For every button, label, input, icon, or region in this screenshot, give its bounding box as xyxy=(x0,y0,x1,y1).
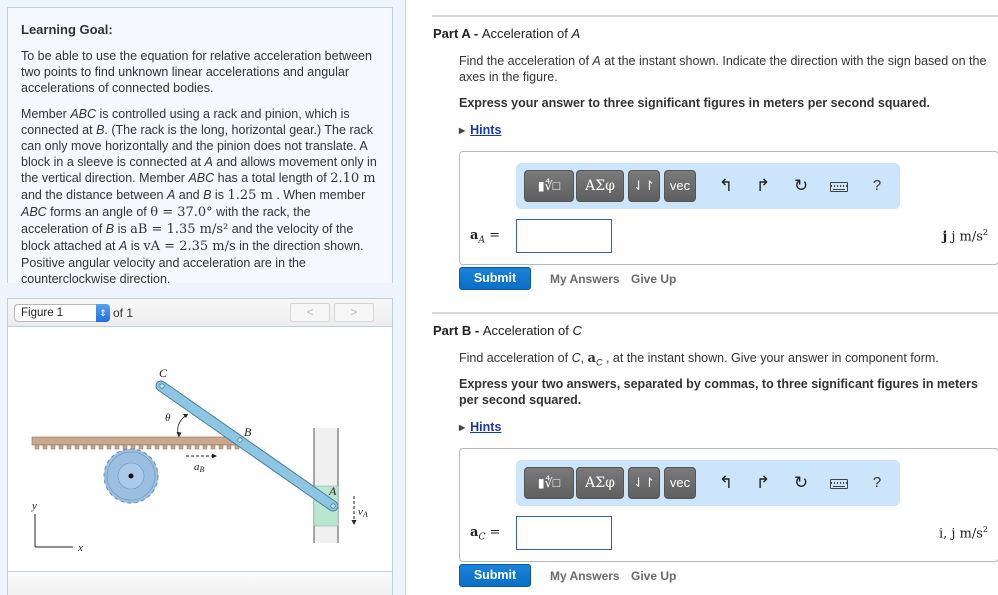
keyboard-icon[interactable] xyxy=(828,174,850,198)
greek-symbols-button[interactable] xyxy=(576,467,624,499)
part-a-my-answers-link[interactable]: My Answers xyxy=(550,272,620,286)
rack xyxy=(32,437,244,449)
part-b-question: Find acceleration of C, $a_C$ , at the instant shown. Give your answer in component form. xyxy=(459,351,939,368)
templates-button[interactable] xyxy=(524,467,574,499)
svg-text:A: A xyxy=(329,484,337,498)
next-figure-button[interactable]: > xyxy=(334,303,374,322)
xy-axes xyxy=(35,514,73,547)
total-length-value: 2.10 m xyxy=(330,171,376,186)
left-panel xyxy=(0,0,406,595)
theta-value: θ = 37.0° xyxy=(150,205,213,220)
part-a-question: Find the acceleration of A at the instant shown. Indicate the direction with the sign based on the axes in the figure. xyxy=(459,54,987,84)
prev-figure-button[interactable]: < xyxy=(290,303,330,322)
part-b-instruction: Express your two answers, separated by commas, to three significant figures in meters per second squared. xyxy=(459,377,978,407)
vector-button[interactable]: vec xyxy=(664,467,696,499)
va-velocity-value: vA = 2.35 m/s xyxy=(143,239,236,254)
part-a-answer-input[interactable] xyxy=(516,219,612,253)
part-b-units: i, j $m/s^2$ xyxy=(938,525,988,542)
greek-icon: ΑΣφ xyxy=(585,178,615,194)
templates-button[interactable] xyxy=(524,170,574,202)
part-a-instruction: Express your answer to three significant figures in meters per second squared. xyxy=(459,96,930,110)
learning-goal-box xyxy=(7,7,393,286)
part-a-title: Part A - Acceleration of A xyxy=(433,26,581,41)
svg-text:θ: θ xyxy=(165,412,171,424)
templates-icon: ▮∜□ xyxy=(537,476,561,490)
figure-count: of 1 xyxy=(113,306,134,320)
updown-arrows-icon: ⇃↾ xyxy=(633,475,655,490)
svg-text:x: x xyxy=(78,542,83,554)
part-a-give-up-link[interactable]: Give Up xyxy=(631,272,677,286)
svg-text:y: y xyxy=(32,500,37,512)
part-b-answer-input[interactable] xyxy=(516,516,612,550)
greek-symbols-button[interactable] xyxy=(576,170,624,202)
question-panel xyxy=(407,0,998,595)
part-a-answer-box xyxy=(459,151,998,265)
part-b-submit-button[interactable]: Submit xyxy=(459,564,531,587)
part-b-divider xyxy=(432,312,998,314)
figure-panel xyxy=(7,298,393,595)
redo-icon[interactable]: ↱ xyxy=(755,473,771,492)
redo-icon[interactable]: ↱ xyxy=(755,176,771,195)
math-toolbar xyxy=(516,460,900,506)
arrows-button[interactable] xyxy=(628,170,660,202)
member-abc xyxy=(160,384,335,508)
disclosure-triangle-icon: ▶ xyxy=(459,423,466,432)
svg-text:aB: aB xyxy=(194,461,205,474)
ab-length-value: 1.25 m xyxy=(227,188,273,203)
part-b-answer-label: $a_C$ = xyxy=(470,525,501,543)
part-a-submit-button[interactable]: Submit xyxy=(459,267,531,290)
greek-icon: ΑΣφ xyxy=(585,475,615,491)
problem-statement: Member ABC is controlled using a rack and pinion, which is connected at B. (The rack is the long, horizontal gear.) The rack can only move horizontally and the pinion does not translate. A block in a sleeve is connected at A and allows movement only in the vertical direction. Member ABC has a total length of 2.10 m and the distance between A and B is 1.25 m . When member ABC forms an angle of θ = 37.0° with the rack, the acceleration of B is aB = 1.35 m/s² and the velocity of the block attached at A is vA = 2.35 m/s in the direction shown. Positive angular velocity and acceleration are in the counterclockwise direction. xyxy=(21,107,377,286)
learning-goal-title: Learning Goal: xyxy=(21,22,113,37)
part-b-give-up-link[interactable]: Give Up xyxy=(631,569,677,583)
undo-icon[interactable]: ↰ xyxy=(718,176,734,195)
part-b-my-answers-link[interactable]: My Answers xyxy=(550,569,620,583)
keyboard-icon[interactable] xyxy=(828,471,850,495)
updown-arrows-icon: ⇃↾ xyxy=(633,178,655,193)
reset-icon[interactable]: ↻ xyxy=(793,473,809,492)
math-toolbar xyxy=(516,163,900,209)
va-arrow xyxy=(352,496,357,525)
part-a-divider xyxy=(432,15,998,17)
part-b-hints-link[interactable]: ▶ Hints xyxy=(459,420,502,434)
templates-icon: ▮∜□ xyxy=(537,179,561,193)
svg-text:C: C xyxy=(159,366,168,380)
disclosure-triangle-icon: ▶ xyxy=(459,126,466,135)
part-b-answer-box xyxy=(459,448,998,562)
undo-icon[interactable]: ↰ xyxy=(718,473,734,492)
part-a-hints-link[interactable]: ▶ Hints xyxy=(459,123,502,137)
figure-toolbar xyxy=(8,299,392,327)
figure-select[interactable]: Figure 1 ⇕ xyxy=(14,304,110,322)
pinion-gear xyxy=(104,449,158,503)
arrows-button[interactable] xyxy=(628,467,660,499)
vector-button[interactable]: vec xyxy=(664,170,696,202)
part-a-answer-label: $a_A$ = xyxy=(470,228,500,246)
figure-footer xyxy=(8,571,392,595)
svg-text:B: B xyxy=(244,425,252,439)
ab-accel-value: aB = 1.35 m/s² xyxy=(130,222,229,237)
help-icon[interactable]: ? xyxy=(872,177,882,194)
learning-goal-text: To be able to use the equation for relative acceleration between two points to find unknown linear accelerations and angular accelerations of connected bodies. xyxy=(21,49,372,95)
part-a-units: j j $m/s^2$ xyxy=(942,228,988,245)
figure-diagram xyxy=(8,328,392,572)
part-b-title: Part B - Acceleration of C xyxy=(433,323,582,338)
help-icon[interactable]: ? xyxy=(872,474,882,491)
select-spinner-icon: ⇕ xyxy=(96,304,110,322)
svg-text:vA: vA xyxy=(358,506,368,519)
reset-icon[interactable]: ↻ xyxy=(793,176,809,195)
ab-arrow xyxy=(186,454,217,459)
